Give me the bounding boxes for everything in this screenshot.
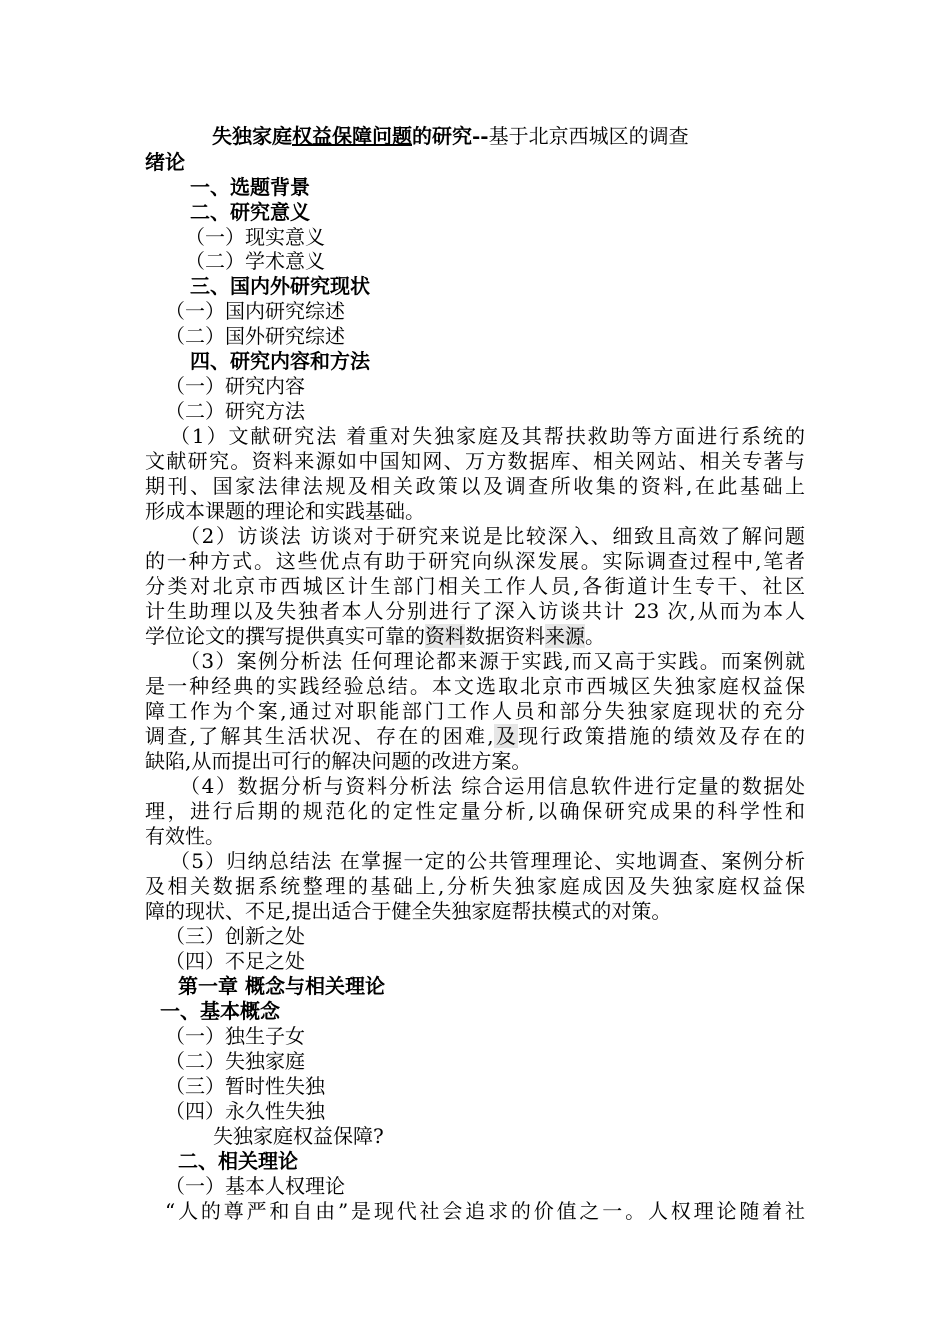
section-1-heading: 一、选题背景 xyxy=(190,175,310,199)
chapter-1-section-1-3: （三）暂时性失独 xyxy=(165,1074,325,1098)
highlighted-text: 来源 xyxy=(545,624,585,648)
method-3-line: 缺陷,从而提出可行的解决问题的改进方案。 xyxy=(145,749,532,773)
chapter-1-section-1: 一、基本概念 xyxy=(160,999,280,1023)
chapter-1-heading: 第一章 概念与相关理论 xyxy=(178,974,385,998)
text-run: 现行政策措施的绩效及存在的 xyxy=(518,724,806,748)
section-2-2: （二）学术意义 xyxy=(185,249,325,273)
section-4-4: （四）不足之处 xyxy=(165,949,305,973)
text-run: 调查,了解其生活状况、存在的困难, xyxy=(145,724,494,748)
method-3-line: 障工作为个案,通过对职能部门工作人员和部分失独家庭现状的充分 xyxy=(145,699,805,723)
method-4-line: 理，进行后期的规范化的定性定量分析,以确保研究成果的科学性和 xyxy=(145,799,805,823)
section-3-2: （二）国外研究综述 xyxy=(165,324,345,348)
method-1-line: 期刊、国家法律法规及相关政策以及调查所收集的资料,在此基础上 xyxy=(145,474,805,498)
section-4-3: （三）创新之处 xyxy=(165,924,305,948)
section-4-2: （二）研究方法 xyxy=(165,399,305,423)
text-run: 学位论文的撰写提供真实可靠的 xyxy=(145,624,425,648)
title-subtitle: 基于北京西城区的调查 xyxy=(488,124,689,148)
method-5-line: 及相关数据系统整理的基础上,分析失独家庭成因及失独家庭权益保 xyxy=(145,874,805,898)
method-4-line: 有效性。 xyxy=(145,824,225,848)
section-2-1: （一）现实意义 xyxy=(185,225,325,249)
method-2-line: 计生助理以及失独者本人分别进行了深入访谈共计 23 次,从而为本人 xyxy=(145,599,805,623)
highlighted-text: 资料 xyxy=(425,624,465,648)
highlighted-text: 及 xyxy=(493,724,519,748)
body-text-line: “人的尊严和自由”是现代社会追求的价值之一。人权理论随着社 xyxy=(165,1199,805,1223)
method-5-line: 障的现状、不足,提出适合于健全失独家庭帮扶模式的对策。 xyxy=(145,899,672,923)
section-4-heading: 四、研究内容和方法 xyxy=(190,349,370,373)
chapter-1-section-1-4: （四）永久性失独 xyxy=(165,1099,325,1123)
chapter-1-section-2: 二、相关理论 xyxy=(178,1149,298,1173)
chapter-1-section-1-2: （二）失独家庭 xyxy=(165,1049,305,1073)
method-1-line: 文献研究。资料来源如中国知网、万方数据库、相关网站、相关专著与 xyxy=(145,449,805,473)
method-5-line: （5）归纳总结法 在掌握一定的公共管理理论、实地调查、案例分析 xyxy=(170,849,805,873)
title-bold-suffix: 的研究-- xyxy=(412,124,489,148)
method-1-line: 形成本课题的理论和实践基础。 xyxy=(145,499,425,523)
section-3-heading: 三、国内外研究现状 xyxy=(190,274,370,298)
method-2-line: 分类对北京市西城区计生部门相关工作人员,各街道计生专干、社区 xyxy=(145,574,805,598)
method-3-line: （3）案例分析法 任何理论都来源于实践,而又高于实践。而案例就 xyxy=(180,649,805,673)
section-4-1: （一）研究内容 xyxy=(165,374,305,398)
method-2-line xyxy=(145,624,605,648)
method-2-line: 的一种方式。这些优点有助于研究向纵深发展。实际调查过程中,笔者 xyxy=(145,549,805,573)
title-bold-part: 失独家庭 xyxy=(212,124,292,148)
method-3-line xyxy=(145,724,805,748)
method-4-line: （4）数据分析与资料分析法 综合运用信息软件进行定量的数据处 xyxy=(180,774,805,798)
chapter-1-section-2-1: （一）基本人权理论 xyxy=(165,1174,345,1198)
section-3-1: （一）国内研究综述 xyxy=(165,299,345,323)
section-2-heading: 二、研究意义 xyxy=(190,200,310,224)
method-2-line: （2）访谈法 访谈对于研究来说是比较深入、细致且高效了解问题 xyxy=(180,524,805,548)
text-run: 。 xyxy=(585,624,605,648)
chapter-1-question: 失独家庭权益保障? xyxy=(213,1124,384,1148)
method-1-line: （1）文献研究法 着重对失独家庭及其帮扶救助等方面进行系统的 xyxy=(170,424,805,448)
method-3-line: 是一种经典的实践经验总结。本文选取北京市西城区失独家庭权益保 xyxy=(145,674,805,698)
text-run: 数据资料 xyxy=(465,624,545,648)
intro-heading: 绪论 xyxy=(145,150,185,174)
document-title xyxy=(212,124,689,148)
chapter-1-section-1-1: （一）独生子女 xyxy=(165,1024,305,1048)
title-underlined-part: 权益保障问题 xyxy=(292,124,412,148)
